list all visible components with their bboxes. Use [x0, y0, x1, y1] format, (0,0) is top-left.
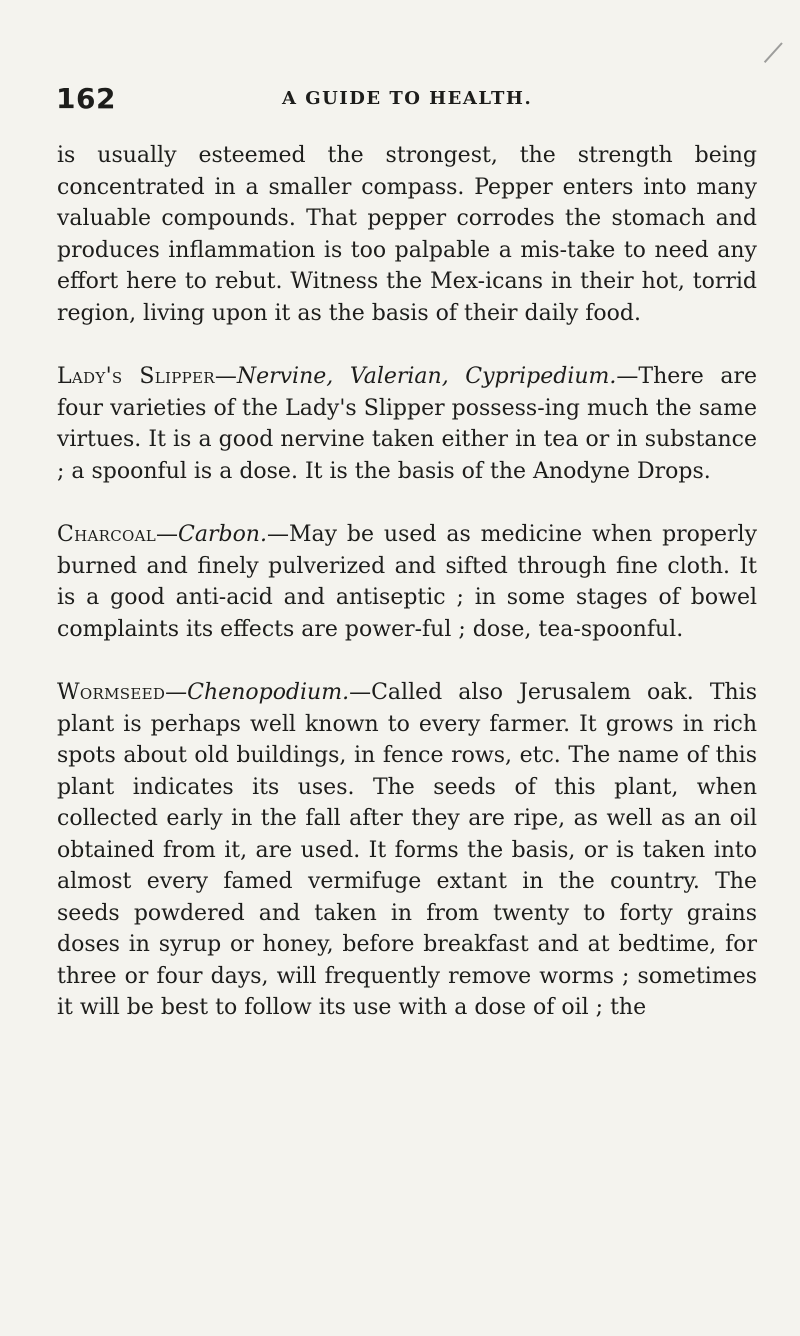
paragraph-text: There are four varieties of the Lady's Slipper possess-ing much the same virtues. It is a good nervine taken either in tea or in substance ; a spoonful is a dose. It is the basis of the Anodyne Drops. [57, 364, 758, 484]
dash: — [616, 364, 639, 389]
pencil-mark [764, 42, 783, 63]
entry-latin: Chenopodium. [187, 680, 350, 705]
entry-term: Lady's Slipper [57, 364, 215, 389]
dash: — [156, 522, 179, 547]
paragraph-pepper [57, 140, 757, 329]
page-header [56, 82, 746, 122]
dash: — [214, 364, 237, 389]
entry-term: Charcoal [57, 522, 157, 547]
paragraph-ladys-slipper [57, 361, 757, 487]
paragraph-wormseed [57, 677, 757, 1024]
paragraph-text: Called also Jerusalem oak. This plant is perhaps well known to every farmer. It grows in rich spots about old buildings, in fence rows, etc. The name of this plant indicates its uses. The seeds of this plant, when collected early in the fall after they are ripe, as well as an oil obtained from it, are used. It forms the basis, or is taken into almost every famed vermifuge extant in the country. The seeds powdered and taken in from twenty to forty grains doses in syrup or honey, before breakfast and at bedtime, for three or four days, will frequently remove worms ; sometimes it will be best to follow its use with a dose of oil ; the [57, 680, 757, 1020]
paragraph-charcoal [57, 519, 757, 645]
entry-latin: Nervine, Valerian, Cypripedium. [236, 364, 617, 389]
dash: — [349, 680, 372, 705]
paragraph-text: is usually esteemed the strongest, the strength being concentrated in a smaller compass. Pepper enters into many valuable compounds. That pepper corrodes the stomach and produces inflammation is too palpable a mis-take to need any effort here to rebut. Witness the Mex-icans in their hot, torrid region, living upon it as the basis of their daily food. [57, 143, 757, 326]
entry-latin: Carbon. [178, 522, 267, 547]
entry-term: Wormseed [57, 680, 166, 705]
running-head: A GUIDE TO HEALTH. [282, 88, 533, 109]
page-number: 162 [56, 82, 116, 115]
body-text [57, 140, 757, 1024]
paragraph-text: May be used as medicine when properly burned and finely pulverized and sifted through fine cloth. It is a good anti-acid and antiseptic ; in some stages of bowel complaints its effects are power-ful ; dose, tea-spoonful. [57, 522, 757, 642]
dash: — [266, 522, 289, 547]
dash: — [165, 680, 188, 705]
